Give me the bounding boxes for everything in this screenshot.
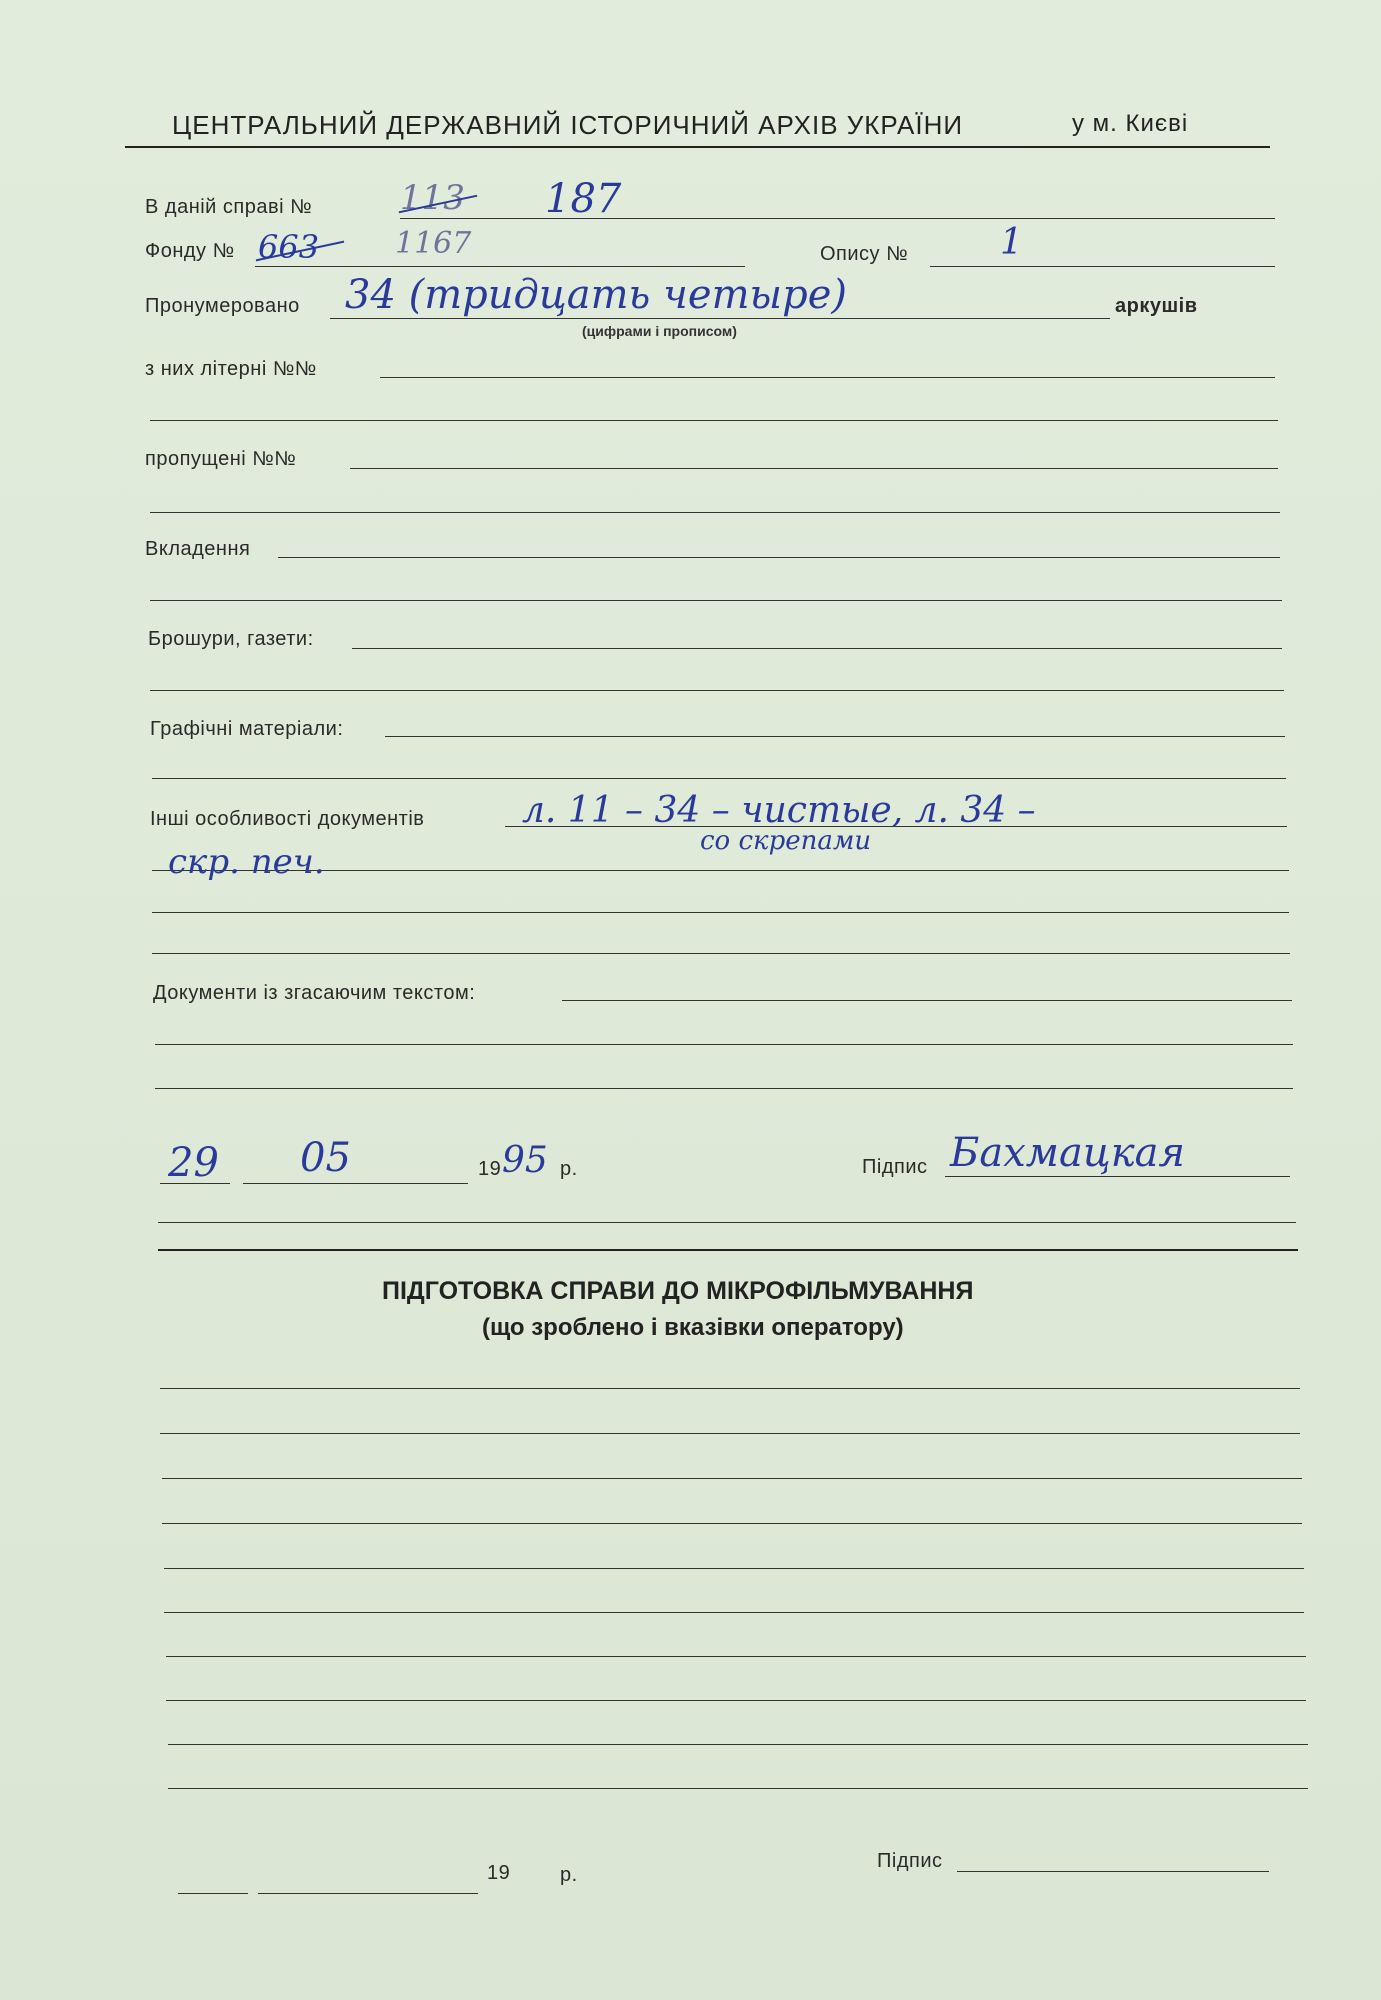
note-line-9 bbox=[168, 1744, 1308, 1745]
numbered-line bbox=[330, 318, 1110, 319]
brochures-label: Брошури, газети: bbox=[148, 628, 314, 650]
signature-label: Підпис bbox=[862, 1156, 928, 1178]
note-line-10 bbox=[168, 1788, 1308, 1789]
sheets-label: аркушів bbox=[1115, 295, 1198, 317]
case-line bbox=[400, 218, 1275, 219]
case-old-number: 113 bbox=[400, 178, 465, 218]
note-line-4 bbox=[162, 1523, 1302, 1524]
inventory-label: Опису № bbox=[820, 243, 909, 265]
note-line-7 bbox=[166, 1656, 1306, 1657]
lettered-line-1 bbox=[380, 377, 1275, 378]
case-new-number: 187 bbox=[545, 176, 622, 222]
inventory-line bbox=[930, 266, 1275, 267]
archive-location: у м. Києві bbox=[1072, 110, 1189, 137]
date-day: 29 bbox=[168, 1140, 219, 1186]
skipped-line-1 bbox=[350, 468, 1278, 469]
graphic-label: Графічні матеріали: bbox=[150, 718, 344, 740]
lettered-line-2 bbox=[150, 420, 1278, 421]
fading-line-2 bbox=[155, 1044, 1293, 1045]
other-line-3 bbox=[152, 912, 1289, 913]
footer-year-suffix: р. bbox=[560, 1864, 578, 1886]
section-subtitle: (що зроблено і вказівки оператору) bbox=[482, 1314, 904, 1341]
note-line-8 bbox=[166, 1700, 1306, 1701]
skipped-label: пропущені №№ bbox=[145, 448, 297, 470]
other-note-line-1: л. 11 – 34 – чистые, л. 34 – bbox=[522, 790, 1036, 831]
fund-old-number: 663 bbox=[258, 228, 320, 266]
date-month: 05 bbox=[300, 1135, 351, 1181]
other-line-4 bbox=[152, 953, 1290, 954]
note-line-3 bbox=[162, 1478, 1302, 1479]
signature-line bbox=[945, 1176, 1290, 1177]
footer-year-prefix: 19 bbox=[487, 1862, 511, 1884]
footer-month-line bbox=[258, 1893, 478, 1894]
header-rule bbox=[125, 146, 1270, 148]
note-line-6 bbox=[164, 1612, 1304, 1613]
section-title: ПІДГОТОВКА СПРАВИ ДО МІКРОФІЛЬМУВАННЯ bbox=[382, 1277, 974, 1305]
graphic-line-1 bbox=[385, 736, 1285, 737]
fund-line bbox=[255, 266, 745, 267]
numbered-hint: (цифрами і прописом) bbox=[582, 323, 737, 339]
footer-signature-line bbox=[957, 1871, 1269, 1872]
brochures-line-1 bbox=[352, 648, 1282, 649]
date-year: 95 bbox=[502, 1140, 548, 1181]
attachments-label: Вкладення bbox=[145, 538, 251, 560]
other-note-line-2: скр. печ. bbox=[168, 842, 325, 882]
skipped-line-2 bbox=[150, 512, 1280, 513]
fading-line-1 bbox=[562, 1000, 1292, 1001]
date-year-suffix: р. bbox=[560, 1158, 578, 1180]
signature: Бахмацкая bbox=[950, 1130, 1185, 1176]
note-line-1 bbox=[160, 1388, 1300, 1389]
footer-signature-label: Підпис bbox=[877, 1850, 943, 1872]
footer-day-line bbox=[178, 1893, 248, 1894]
case-label: В даній справі № bbox=[145, 196, 313, 218]
date-month-line bbox=[243, 1183, 468, 1184]
numbered-value: 34 (тридцать четыре) bbox=[345, 272, 847, 318]
other-note-super: со скрепами bbox=[700, 826, 872, 856]
note-line-5 bbox=[164, 1568, 1304, 1569]
inventory-number: 1 bbox=[1000, 222, 1023, 263]
fund-new-number: 1167 bbox=[395, 226, 472, 261]
graphic-line-2 bbox=[152, 778, 1286, 779]
fading-label: Документи із згасаючим текстом: bbox=[153, 982, 476, 1004]
fading-line-3 bbox=[155, 1088, 1293, 1089]
attachments-line-2 bbox=[150, 600, 1282, 601]
date-year-prefix: 19 bbox=[478, 1158, 502, 1180]
lettered-label: з них літерні №№ bbox=[145, 358, 317, 380]
numbered-label: Пронумеровано bbox=[145, 295, 300, 317]
attachments-line-1 bbox=[278, 557, 1280, 558]
note-line-2 bbox=[160, 1433, 1300, 1434]
fund-label: Фонду № bbox=[145, 240, 235, 262]
brochures-line-2 bbox=[150, 690, 1284, 691]
section-rule-2 bbox=[158, 1249, 1298, 1251]
section-rule-1 bbox=[158, 1222, 1296, 1223]
other-label: Інші особливості документів bbox=[150, 808, 425, 830]
archive-title: ЦЕНТРАЛЬНИЙ ДЕРЖАВНИЙ ІСТОРИЧНИЙ АРХІВ УКРАЇНИ bbox=[172, 110, 964, 140]
